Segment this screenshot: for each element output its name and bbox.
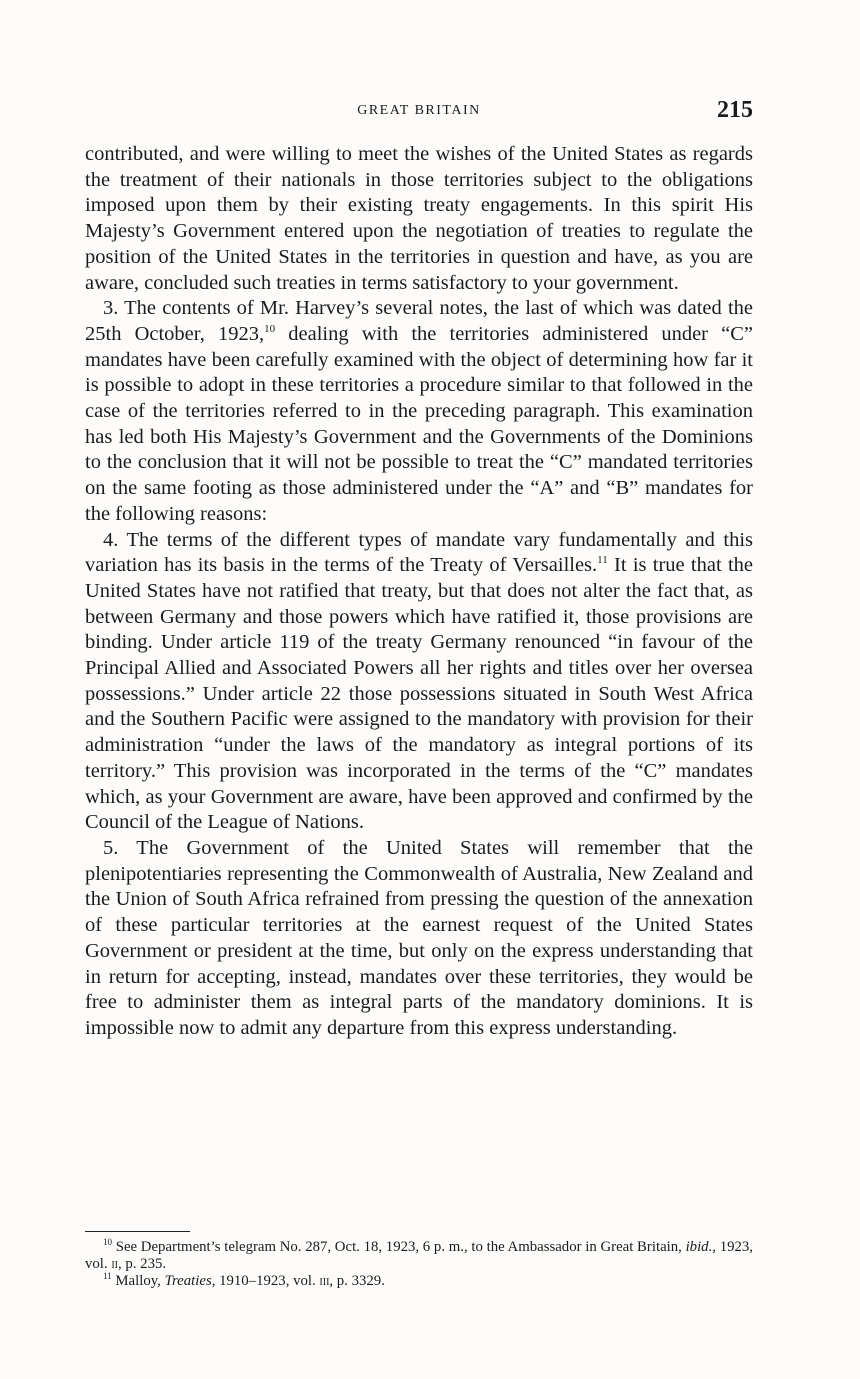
- paragraph-3: [85, 296, 753, 527]
- paragraph-5: 5. The Government of the United States will remember that the plenipotentiaries representing the Commonwealth of Australia, New Zealand and the Union of South Africa refrained from pressing the question of the annexation of these particular territories at the earnest request of the United States Government or president at the time, but only on the express understanding that in return for accepting, instead, mandates over these territories, they would be free to administer them as integral parts of the mandatory dominions. It is impossible now to admit any departure from this express understanding.: [85, 836, 753, 1039]
- footnotes: [85, 1239, 753, 1290]
- paragraph-4-text-b: It is true that the United States have not ratified that treaty, but that does not alter the fact that, as between Germany and those powers which have ratified it, those provisions are binding. Under article 119 of the treaty Germany renounced “in favour of the Principal Allied and Associated Powers all her rights and titles over her oversea possessions.” Under article 22 those possessions situated in South West Africa and the Southern Pacific were assigned to the mandatory with provision for their administration “under the laws of the mandatory as integral portions of its territory.” This provision was incorporated in the terms of the “C” mandates which, as your Government are aware, have been approved and confirmed by the Council of the League of Nations.: [85, 554, 753, 834]
- footnote-10-volume: ii: [111, 1256, 118, 1272]
- footnote-10-text-a: See Department’s telegram No. 287, Oct. 18, 1923, 6 p. m., to the Ambassador in Great Britain,: [112, 1239, 686, 1255]
- footnote-11: [85, 1273, 753, 1290]
- footnote-ref-10: 10: [264, 322, 276, 335]
- running-title: GREAT BRITAIN: [357, 103, 481, 118]
- paragraph-4-text-a: 4. The terms of the different types of mandate vary fundamentally and this variation has its basis in the terms of the Treaty of Versailles.: [85, 528, 753, 577]
- footnote-11-text-c: , p. 3329.: [329, 1273, 385, 1289]
- footnote-11-text-a: Malloy,: [111, 1273, 165, 1289]
- page-number: 215: [717, 97, 753, 123]
- footnote-ref-11: 11: [597, 554, 608, 567]
- running-head: [85, 97, 753, 127]
- footnote-marker-10: 10: [103, 1237, 112, 1247]
- footnote-10: [85, 1239, 753, 1273]
- paragraph-continuation: contributed, and were willing to meet the wishes of the United States as regards the treatment of their nationals in those territories subject to the obligations imposed upon them by their existing treaty engagements. In this spirit His Majesty’s Government entered upon the negotiation of treaties to regulate the position of the United States in the territories in question and have, as you are aware, concluded such treaties in terms satisfactory to your government.: [85, 143, 753, 294]
- footnote-11-volume: iii: [319, 1273, 330, 1289]
- paragraph-3-text-b: dealing with the territories administered under “C” mandates have been carefully examined with the object of determining how far it is possible to adopt in these territories a procedure similar to that followed in the case of the territories referred to in the preceding paragraph. This examination has led both His Majesty’s Government and the Governments of the Dominions to the conclusion that it will not be possible to treat the “C” mandated territories on the same footing as those administered under the “A” and “B” mandates for the following reasons:: [85, 322, 753, 525]
- footnote-marker-11: 11: [103, 1271, 112, 1281]
- footnote-11-text-b: , 1910–1923, vol.: [211, 1273, 320, 1289]
- footnote-11-title: Treaties: [164, 1273, 212, 1289]
- footnote-divider: [85, 1231, 190, 1232]
- footnote-10-text-c: , p. 235.: [117, 1256, 167, 1272]
- paragraph-4: [85, 528, 753, 836]
- footnote-10-ibid: ibid.: [685, 1239, 713, 1255]
- body-text: [85, 142, 753, 1042]
- paragraph-3-text-a: 3. The contents of Mr. Harvey’s several notes, the last of which was dated the 25th October, 1923,: [85, 297, 753, 345]
- footnote-10-text-b: , 1923, vol.: [85, 1239, 753, 1272]
